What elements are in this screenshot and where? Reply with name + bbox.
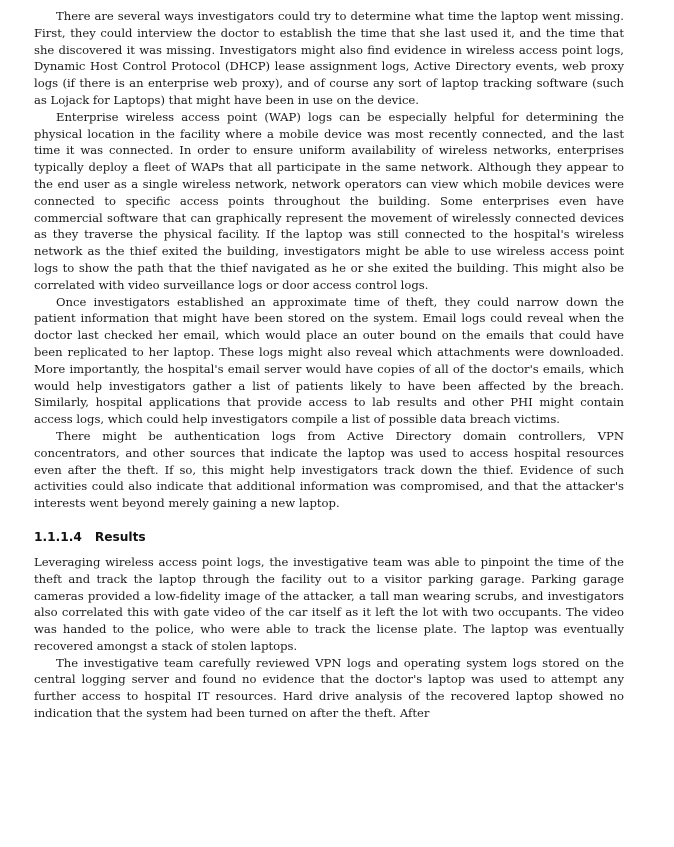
section-number: 1.1.1.4	[34, 529, 82, 544]
paragraph-email-logs: Once investigators established an approximate time of theft, they could narrow down the patient information that might have been stored on the system. Email logs could reveal when the doctor last checked her email, which would place an outer bound on the emails that could have been replicated to her laptop. These logs might also reveal which attachments were downloaded. More importantly, the hospital's email server would have copies of all of the doctor's emails, which would help investigators gather a list of patients likely to have been affected by the breach. Similarly, hospital applications that provide access to lab results and other PHI might contain access logs, which could help investigators compile a list of possible data breach victims.	[34, 294, 624, 427]
paragraph-wap-logs: Enterprise wireless access point (WAP) logs can be especially helpful for determining the physical location in the facility where a mobile device was most recently connected, and the last time it was connected. In order to ensure uniform availability of wireless networks, enterprises typically deploy a fleet of WAPs that all participate in the same network. Although they appear to the end user as a single wireless network, network operators can view which mobile devices were connected to specific access points throughout the building. Some enterprises even have commercial software that can graphically represent the movement of wirelessly connected devices as they traverse the physical facility. If the laptop was still connected to the hospital's wireless network as the thief exited the building, investigators might be able to use wireless access point logs to show the path that the thief navigated as he or she exited the building. This might also be correlated with video surveillance logs or door access control logs.	[34, 109, 624, 292]
paragraph-authentication-logs: There might be authentication logs from Active Directory domain controllers, VPN concentrators, and other sources that indicate the laptop was used to access hospital resources even after the theft. If so, this might help investigators track down the thief. Evidence of such activities could also indicate that additional information was compromised, and that the attacker's interests went beyond merely gaining a new laptop.	[34, 428, 624, 511]
paragraph-time-of-theft: There are several ways investigators could try to determine what time the laptop went missing. First, they could interview the doctor to establish the time that she last used it, and the time that she discovered it was missing. Investigators might also find evidence in wireless access point logs, Dynamic Host Control Protocol (DHCP) lease assignment logs, Active Directory events, web proxy logs (if there is an enterprise web proxy), and of course any sort of laptop tracking software (such as Lojack for Laptops) that might have been in use on the device.	[34, 9, 624, 107]
section-title: Results	[94, 529, 146, 544]
paragraph-results-vpn-review: The investigative team carefully reviewed VPN logs and operating system logs stored on the central logging server and found no evidence that the doctor's laptop was used to attempt any further access to hospital IT resources. Hard drive analysis of the recovered laptop showed no indication that the system had been turned on after the theft. After	[34, 655, 624, 721]
section-heading	[34, 529, 624, 545]
document-page	[34, 8, 624, 722]
paragraph-results-tracking: Leveraging wireless access point logs, the investigative team was able to pinpoint the time of the theft and track the laptop through the facility out to a visitor parking garage. Parking garage cameras provided a low-fidelity image of the attacker, a tall man wearing scrubs, and investigators also correlated this with gate video of the car itself as it left the lot with two occupants. The video was handed to the police, who were able to track the license plate. The laptop was eventually recovered amongst a stack of stolen laptops.	[34, 554, 624, 653]
